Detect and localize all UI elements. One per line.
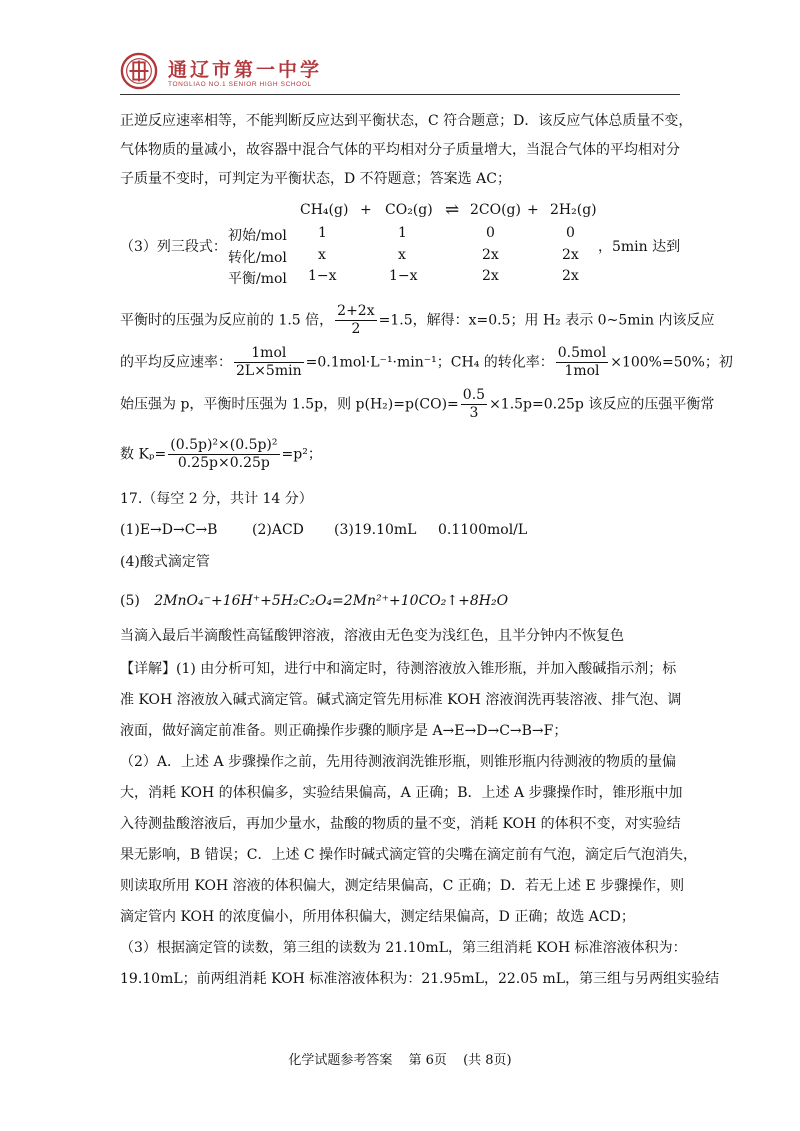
fraction-num: (0.5p)²×(0.5p)²	[170, 437, 278, 453]
text-line: 【详解】(1) 由分析可知，进行中和滴定时，待测溶液放入锥形瓶，并加入酸碱指示剂；标	[120, 661, 677, 677]
eq-plus: +	[527, 202, 539, 218]
answer: 当滴入最后半滴酸性高锰酸钾溶液，溶液由无色变为浅红色，且半分钟内不恢复色	[120, 628, 624, 644]
eq-h2: 2H₂(g)	[550, 202, 597, 218]
fraction-num: 0.5	[462, 387, 486, 403]
cell: 2x	[562, 268, 579, 284]
text-line	[120, 387, 714, 422]
text-line: 则读取所用 KOH 溶液的体积偏大，测定结果偏高，C 正确；D．若无上述 E 步骤操作，则	[120, 878, 685, 894]
equation-text: 2MnO₄⁻+16H⁺+5H₂C₂O₄=2Mn²⁺+10CO₂↑+8H₂O	[154, 593, 509, 609]
text-line	[120, 437, 322, 472]
text-line: 正逆反应速率相等，不能判断反应达到平衡状态，C 符合题意；D．该反应气体总质量不变，	[120, 113, 693, 129]
eq-co2: CO₂(g)	[385, 202, 433, 218]
answer: (3)19.10mL	[334, 522, 417, 538]
header-divider	[120, 94, 680, 95]
text-line: 液面，做好滴定前准备。则正确操作步骤的顺序是 A→E→D→C→B→F；	[120, 723, 568, 739]
cell: 2x	[482, 268, 499, 284]
answer: (4)酸式滴定管	[120, 554, 210, 570]
text-run: 数 Kₚ=	[120, 446, 167, 463]
fraction	[335, 303, 376, 338]
page-total: (共 8页)	[463, 1053, 512, 1068]
text-run: 的平均反应速率：	[120, 354, 232, 371]
eq-ch4: CH₄(g)	[300, 202, 349, 218]
text-line: 准 KOH 溶液放入碱式滴定管。碱式滴定管先用标准 KOH 溶液润洗再装溶液、排气泡、调	[120, 692, 682, 708]
fraction-den: 3	[469, 405, 479, 421]
fraction	[556, 345, 608, 380]
school-logo-icon	[120, 52, 158, 90]
fraction-num: 1mol	[234, 345, 304, 363]
page-number: 第 6页	[408, 1053, 447, 1068]
answer: 0.1100mol/L	[438, 522, 528, 538]
fraction-den: 2L×5min	[236, 363, 302, 379]
text-line: 入待测盐酸溶液后，再加少量水，盐酸的物质的量不变，消耗 KOH 的体积不变，对实验结	[120, 816, 681, 832]
footer-title: 化学试题参考答案	[288, 1053, 393, 1068]
text-run: 始压强为 p，平衡时压强为 1.5p，则 p(H₂)=p(CO)=	[120, 396, 459, 413]
school-name: 通辽市第一中学	[168, 59, 323, 81]
fraction-den: 2	[351, 321, 361, 337]
question-title: 17.（每空 2 分，共计 14 分）	[120, 491, 313, 507]
text-run: =1.5，解得：x=0.5；用 H₂ 表示 0~5min 内该反应	[378, 312, 715, 329]
cell: 1−x	[308, 268, 337, 284]
cell: 0	[486, 225, 495, 241]
text-run: =p²；	[281, 446, 322, 463]
cell: 1	[398, 225, 407, 241]
text-line	[120, 345, 733, 380]
cell: x	[398, 247, 406, 263]
answer: (1)E→D→C→B	[120, 522, 218, 538]
table-lead: （3）列三段式：	[120, 239, 227, 255]
text-run: =0.1mol·L⁻¹·min⁻¹；CH₄ 的转化率：	[305, 354, 554, 371]
fraction	[234, 345, 304, 380]
row-label: 平衡/mol	[228, 271, 287, 287]
table-tail: ，5min 达到	[598, 239, 681, 255]
text-line	[120, 303, 714, 338]
fraction	[461, 387, 487, 422]
text-run: ×1.5p=0.25p 该反应的压强平衡常	[489, 396, 715, 413]
cell: 1	[318, 225, 327, 241]
text-line: 19.10mL；前两组消耗 KOH 标准溶液体积为：21.95mL，22.05 mL，第三组与另两组实验结	[120, 971, 720, 987]
cell: 1−x	[389, 268, 418, 284]
answer-label: (5)	[120, 593, 140, 609]
row-label: 转化/mol	[228, 250, 287, 266]
cell: 0	[566, 225, 575, 241]
page-footer	[0, 1049, 800, 1068]
text-line: 气体物质的量减小，故容器中混合气体的平均相对分子质量增大，当混合气体的平均相对分	[120, 142, 680, 158]
row-label: 初始/mol	[228, 228, 287, 244]
cell: x	[318, 247, 326, 263]
fraction-den: 0.25p×0.25p	[177, 455, 270, 471]
eq-co: 2CO(g)	[470, 202, 521, 218]
fraction	[168, 437, 279, 472]
answer: (2)ACD	[252, 522, 304, 538]
text-run: ×100%=50%；初	[610, 354, 733, 371]
fraction-den: 1mol	[564, 363, 600, 379]
cell: 2x	[482, 247, 499, 263]
text-run: 平衡时的压强为反应前的 1.5 倍，	[120, 312, 334, 329]
school-name-en: TONGLIAO NO.1 SENIOR HIGH SCHOOL	[168, 81, 312, 88]
fraction-num: 0.5mol	[557, 345, 607, 361]
cell: 2x	[562, 247, 579, 263]
text-line: （3）根据滴定管的读数，第三组的读数为 21.10mL，第三组消耗 KOH 标准溶液体积为：	[120, 940, 687, 956]
text-line: 子质量不变时，可判定为平衡状态，D 不符题意；答案选 AC；	[120, 171, 511, 187]
text-line: 大，消耗 KOH 的体积偏多，实验结果偏高，A 正确；B．上述 A 步骤操作时，锥形瓶中加	[120, 785, 683, 801]
answer-equation	[120, 592, 508, 611]
eq-arrow: ⇌	[445, 200, 460, 220]
text-line: 滴定管内 KOH 的浓度偏小，所用体积偏大，测定结果偏高，D 正确；故选 ACD；	[120, 909, 635, 925]
fraction-num: 2+2x	[337, 303, 375, 319]
text-line: 果无影响，B 错误；C．上述 C 操作时碱式滴定管的尖嘴在滴定前有气泡，滴定后气泡消失，	[120, 847, 698, 863]
eq-plus: +	[360, 202, 372, 218]
text-line: （2）A．上述 A 步骤操作之前，先用待测液润洗锥形瓶，则锥形瓶内待测液的物质的量偏	[120, 754, 677, 770]
